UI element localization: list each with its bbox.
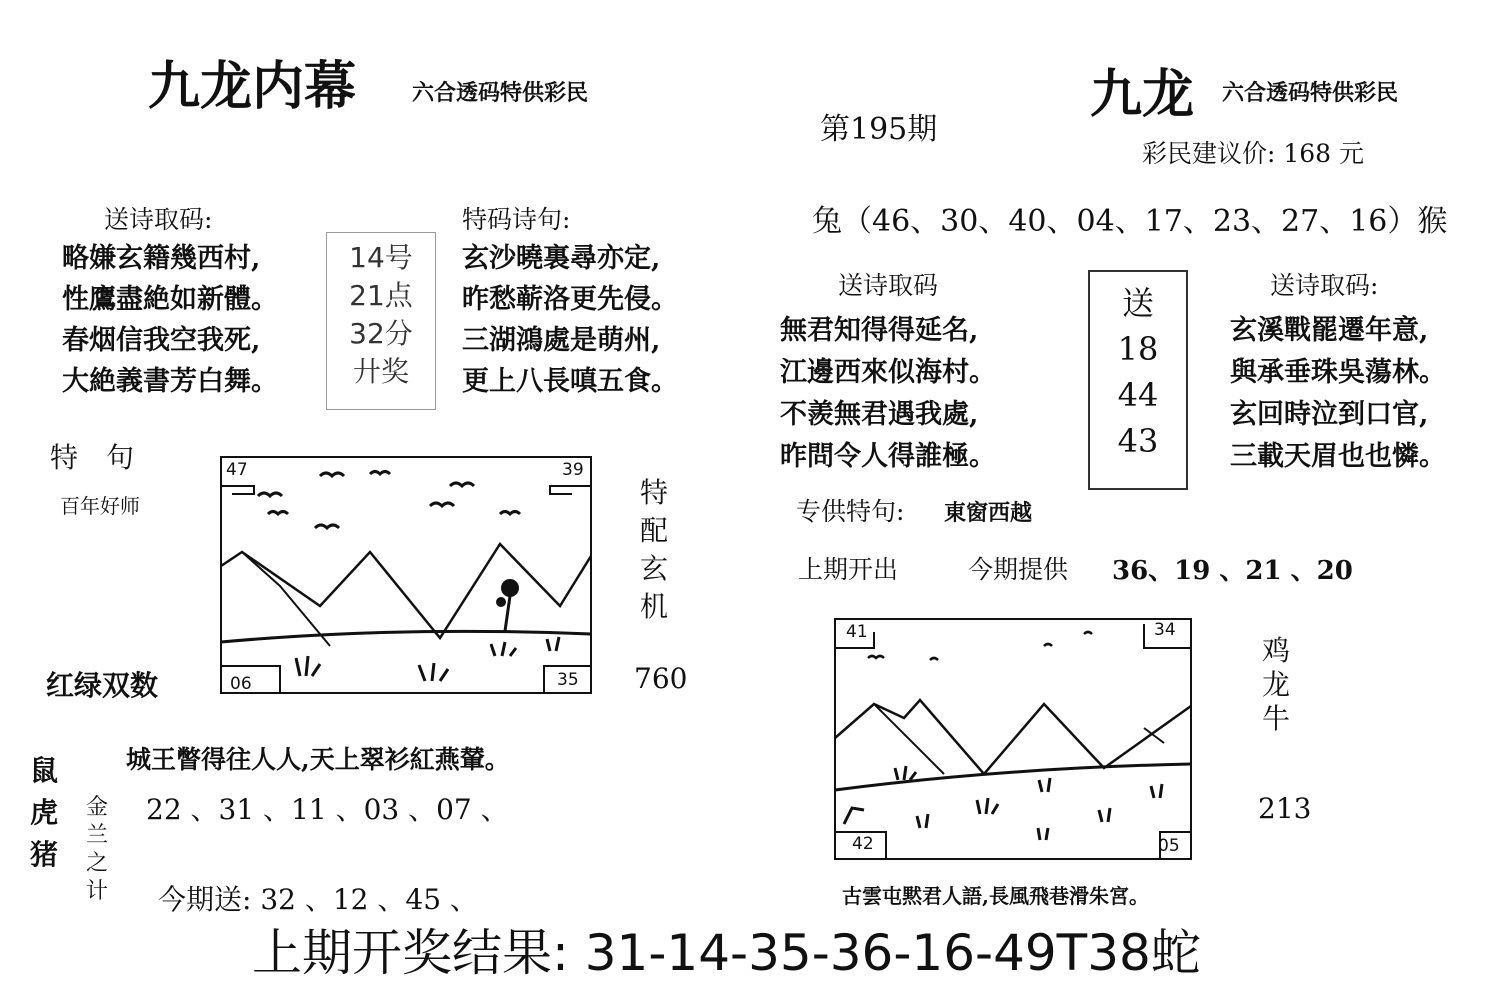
left-zodiac-vertical <box>30 750 58 876</box>
poem-line: 大絶義書芳白舞。 <box>62 366 278 397</box>
right-corner-bottom-right: 05 <box>1158 836 1180 856</box>
zodiac-char: 猪 <box>30 838 59 871</box>
number-213: 213 <box>1258 792 1312 825</box>
zodiac-char: 龙 <box>1262 668 1291 701</box>
left-corner-bottom-left: 06 <box>230 674 252 694</box>
zodiac-char: 虎 <box>30 796 59 829</box>
right-poem-left <box>780 310 996 478</box>
right-title: 九龙 <box>1090 64 1195 125</box>
right-zodiac-vertical <box>1262 634 1290 736</box>
jinlan-char: 计 <box>86 879 109 904</box>
poem-line: 玄沙曉裏尋亦定, <box>462 243 661 274</box>
left-special-phrase: 百年好师 <box>60 494 140 518</box>
left-special-label: 特 句 <box>50 441 135 474</box>
box-line: 21点 <box>349 279 413 312</box>
left-corner-top-left: 47 <box>226 460 248 480</box>
left-side-vertical <box>640 474 668 626</box>
zodiac-char: 鸡 <box>1262 634 1291 667</box>
right-poem-right <box>1230 310 1446 478</box>
last-issue-label: 上期开出 <box>798 555 899 584</box>
right-poem-left-heading: 送诗取码 <box>838 271 939 300</box>
left-verse-line: 城王瞥得往人人,天上翠衫紅燕輦。 <box>126 745 510 774</box>
left-send-line: 今期送: 32 、12 、45 、 <box>158 883 478 916</box>
zodiac-char: 鼠 <box>30 754 59 787</box>
left-poem-right-heading: 特码诗句: <box>462 205 571 234</box>
right-bottom-verse: 古雲屯黙君人語,長風飛巷滑朱宮。 <box>842 884 1149 908</box>
red-green-label: 红绿双数 <box>46 669 159 702</box>
poem-line: 無君知得得延名, <box>780 315 979 346</box>
box-line: 廾奖 <box>352 355 409 388</box>
poem-line: 略嫌玄籍幾西村, <box>62 243 261 274</box>
left-poem-left <box>62 238 278 402</box>
box-line: 送 <box>1121 284 1154 322</box>
box-line: 32分 <box>349 317 413 350</box>
left-landscape-illustration <box>220 456 592 696</box>
this-issue-label: 今期提供 <box>968 555 1069 584</box>
poem-line: 江邊西來似海村。 <box>780 357 996 388</box>
poem-line: 昨問令人得誰極。 <box>780 441 996 472</box>
box-line: 43 <box>1117 422 1159 460</box>
issue-number: 第195期 <box>820 112 938 147</box>
poem-line: 與承垂珠吳蕩林。 <box>1230 357 1446 388</box>
poem-line: 性鷹盡絶如新體。 <box>62 284 278 315</box>
poem-line: 昨愁蕲洛更先侵。 <box>462 284 678 315</box>
box-line: 44 <box>1117 376 1159 414</box>
poem-line: 玄溪戰罷遷年意, <box>1230 315 1429 346</box>
right-special-label: 专供特句: <box>796 497 905 526</box>
poem-line: 不羨無君遇我處, <box>780 399 979 430</box>
poem-line: 春烟信我空我死, <box>62 325 261 356</box>
poem-line: 三湖鴻處是萌州, <box>462 325 661 356</box>
right-landscape-illustration <box>834 618 1192 862</box>
right-tagline: 六合透码特供彩民 <box>1222 80 1399 106</box>
poem-line: 玄回時泣到口官, <box>1230 399 1429 430</box>
last-draw-result: 上期开奖结果: 31-14-35-36-16-49T38蛇 <box>252 924 1201 982</box>
vertical-char: 特 <box>640 476 669 509</box>
rabbit-monkey-line: 兔（46、30、40、04、17、23、27、16）猴 <box>812 204 1448 239</box>
jinlan-vertical <box>86 794 108 906</box>
jinlan-char: 兰 <box>86 823 109 848</box>
left-numbers-line: 22 、31 、11 、03 、07 、 <box>146 793 509 826</box>
number-760: 760 <box>634 662 688 695</box>
vertical-char: 机 <box>640 590 669 623</box>
left-corner-top-right: 39 <box>562 460 584 480</box>
right-special-phrase: 東窗西越 <box>944 500 1033 526</box>
zodiac-char: 牛 <box>1262 702 1291 735</box>
jinlan-char: 之 <box>86 851 109 876</box>
left-center-box <box>326 232 436 410</box>
price-line: 彩民建议价: 168 元 <box>1142 139 1365 168</box>
right-center-box <box>1088 270 1188 490</box>
right-corner-top-right: 34 <box>1154 620 1176 640</box>
right-corner-bottom-left: 42 <box>852 834 874 854</box>
box-line: 14号 <box>349 241 413 274</box>
jinlan-char: 金 <box>86 795 109 820</box>
box-line: 18 <box>1117 330 1159 368</box>
vertical-char: 配 <box>640 514 669 547</box>
poem-line: 更上八長嗔五食。 <box>462 366 678 397</box>
poem-line: 三載天眉也也憐。 <box>1230 441 1446 472</box>
left-tagline: 六合透码特供彩民 <box>412 80 589 106</box>
provided-numbers: 36、19 、21 、20 <box>1112 556 1353 586</box>
left-title: 九龙内幕 <box>148 56 357 117</box>
left-poem-left-heading: 送诗取码: <box>104 205 213 234</box>
left-poem-right <box>462 238 678 402</box>
vertical-char: 玄 <box>640 552 669 585</box>
left-corner-bottom-right: 35 <box>557 670 579 690</box>
right-poem-right-heading: 送诗取码: <box>1270 271 1379 300</box>
right-corner-top-left: 41 <box>846 622 868 642</box>
